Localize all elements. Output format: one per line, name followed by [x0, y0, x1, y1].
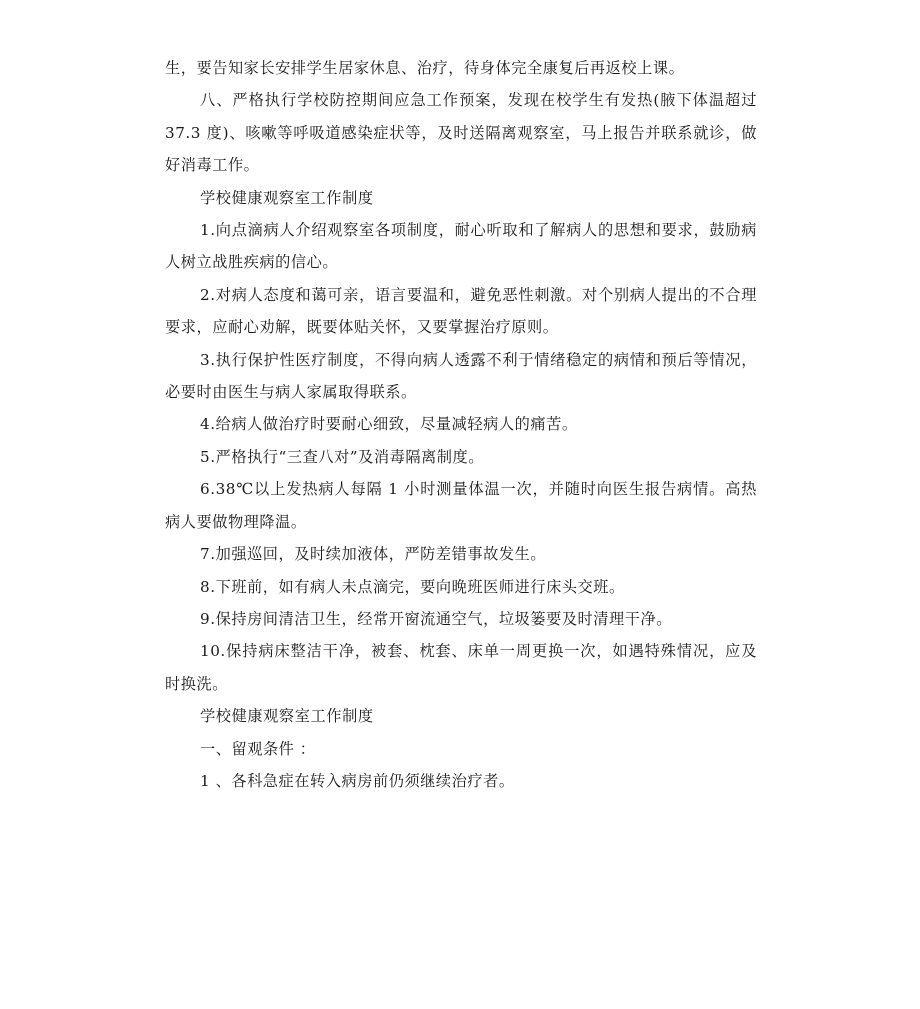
- rule-item-8: 8.下班前，如有病人未点滴完，要向晚班医师进行床头交班。: [200, 577, 625, 596]
- condition-item-1: 1 、各科急症在转入病房前仍须继续治疗者。: [200, 771, 515, 790]
- rule-item-3: 3.执行保护性医疗制度，不得向病人透露不利于情绪稳定的病情和预后等情况，必要时由医生与病人家属取得联系。: [165, 350, 757, 402]
- rule-item-5: 5.严格执行“三查八对”及消毒隔离制度。: [200, 447, 485, 466]
- paragraph-continuation: 生，要告知家长安排学生居家休息、治疗，待身体完全康复后再返校上课。: [165, 59, 685, 77]
- section-heading: 学校健康观察室工作制度: [200, 188, 374, 207]
- rule-item-6: 6.38℃以上发热病人每隔 1 小时测量体温一次，并随时向医生报告病情。高热病人要做物理降温。: [165, 480, 757, 531]
- rule-item-9: 9.保持房间清洁卫生，经常开窗流通空气，垃圾篓要及时清理干净。: [200, 609, 672, 628]
- rule-item-2: 2.对病人态度和蔼可亲，语言要温和，避免恶性刺激。对个别病人提出的不合理要求，应耐心劝解，既要体贴关怀，又要掌握治疗原则。: [165, 285, 757, 337]
- document-body: [165, 52, 757, 797]
- rule-item-1: 1.向点滴病人介绍观察室各项制度，耐心听取和了解病人的思想和要求，鼓励病人树立战胜疾病的信心。: [165, 221, 757, 272]
- paragraph-item-eight: 八、严格执行学校防控期间应急工作预案，发现在校学生有发热(腋下体温超过 37.3 度)、咳嗽等呼吸道感染症状等，及时送隔离观察室，马上报告并联系就诊，做好消毒工作。: [165, 91, 757, 175]
- rule-item-4: 4.给病人做治疗时要耐心细致，尽量减轻病人的痛苦。: [200, 415, 578, 434]
- section-heading-repeat: 学校健康观察室工作制度: [200, 707, 374, 726]
- rule-item-7: 7.加强巡回，及时续加液体，严防差错事故发生。: [200, 545, 547, 564]
- rule-item-10: 10.保持病床整洁干净，被套、枕套、床单一周更换一次，如遇特殊情况，应及时换洗。: [165, 642, 757, 693]
- subsection-heading: 一、留观条件 ：: [200, 739, 316, 758]
